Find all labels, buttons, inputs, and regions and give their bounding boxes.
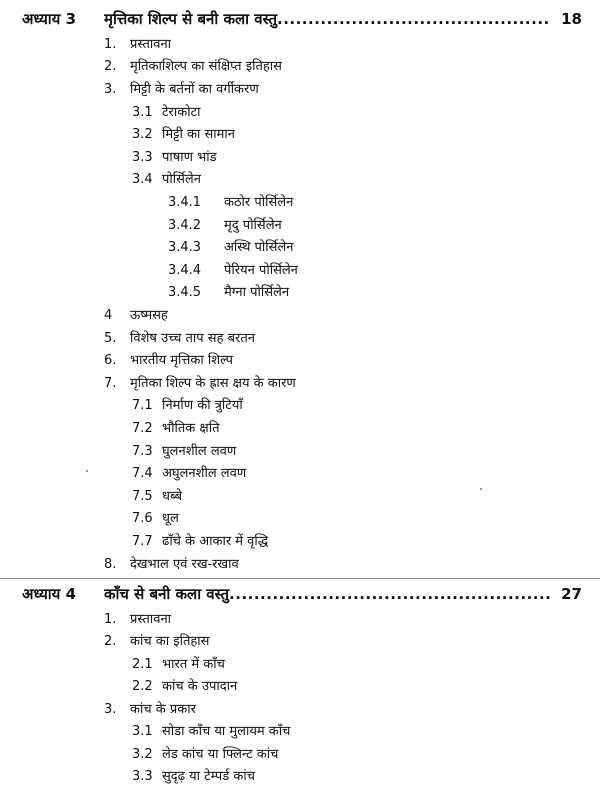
chapter-number: अध्याय 4 <box>22 585 77 603</box>
entry-title: भौतिक क्षति <box>162 421 220 436</box>
entry-title: सोडा काँच या मुलायम काँच <box>162 724 291 739</box>
entry-number: 2. <box>104 634 117 649</box>
entry-title: कांच के उपादान <box>162 679 238 694</box>
entry-title: मिट्टी के बर्तनों का वर्गीकरण <box>130 82 259 97</box>
entry-number: 7.5 <box>132 489 153 504</box>
entry-title: अघुलनशील लवण <box>162 466 247 481</box>
entry-number: 7.6 <box>132 511 153 526</box>
entry-number: 3.4.5 <box>168 285 202 300</box>
entry-number: 7. <box>104 376 117 391</box>
entry-number: 3. <box>104 82 117 97</box>
entry-title: घुलनशील लवण <box>162 444 237 459</box>
entry-number: 3.4.3 <box>168 240 202 255</box>
entry-title: धब्बे <box>162 489 182 504</box>
entry-title: ऊष्मसह <box>130 308 168 323</box>
entry-number: 3.4 <box>132 172 153 187</box>
entry-number: 3.3 <box>132 769 153 784</box>
entry-title: पोर्सिलेन <box>162 172 201 187</box>
entry-title: देखभाल एवं रख-रखाव <box>130 557 239 572</box>
entry-number: 4 <box>104 308 113 323</box>
entry-number: 5. <box>104 331 117 346</box>
chapter-page-number: 27 <box>561 585 582 603</box>
entry-title: मृतिकाशिल्प का संक्षिप्त इतिहास <box>130 59 282 74</box>
entry-title: सुदृढ़ या टेम्पर्ड कांच <box>162 769 255 784</box>
entry-number: 3.1 <box>132 105 153 120</box>
entry-title: मैग्ना पोर्सिलेन <box>224 285 290 300</box>
entry-title: धूल <box>162 511 179 526</box>
entry-number: 7.3 <box>132 444 153 459</box>
entry-title: कांच का इतिहास <box>130 634 210 649</box>
entry-number: 7.7 <box>132 534 153 549</box>
entry-number: 3. <box>104 702 117 717</box>
chapter-4-heading <box>22 582 582 606</box>
entry-number: 2.1 <box>132 657 153 672</box>
entry-title: प्रस्तावना <box>130 37 172 52</box>
entry-number: 3.3 <box>132 150 153 165</box>
entry-title: प्रस्तावना <box>130 612 172 627</box>
scan-speck <box>86 470 88 472</box>
entry-title: टेराकोटा <box>162 105 201 120</box>
entry-title: निर्माण की त्रुटियाँ <box>162 398 243 413</box>
entry-title: अस्थि पोर्सिलेन <box>224 240 294 255</box>
entry-title: कांच के प्रकार <box>130 702 196 717</box>
entry-title: मिट्टी का सामान <box>162 127 235 142</box>
entry-title: मृदु पोर्सिलेन <box>224 218 282 233</box>
entry-number: 8. <box>104 557 117 572</box>
entry-number: 1. <box>104 37 117 52</box>
entry-number: 7.4 <box>132 466 153 481</box>
entry-title: कठोर पोर्सिलेन <box>224 195 294 210</box>
chapter-page-number: 18 <box>561 10 582 28</box>
scan-speck <box>480 488 482 490</box>
entry-title: लेड कांच या फ्लिन्ट कांच <box>162 747 279 762</box>
chapter-title: मृत्तिका शिल्प से बनी कला वस्तु ..... <box>104 7 550 31</box>
entry-number: 3.1 <box>132 724 153 739</box>
entry-number: 2.2 <box>132 679 153 694</box>
entry-number: 7.1 <box>132 398 153 413</box>
entry-number: 1. <box>104 612 117 627</box>
entry-title: मृतिका शिल्प के ह्रास क्षय के कारण <box>130 376 296 391</box>
section-divider <box>0 578 600 579</box>
entry-title: भारतीय मृत्तिका शिल्प <box>130 353 234 368</box>
chapter-3-heading <box>22 7 582 31</box>
entry-number: 3.4.2 <box>168 218 202 233</box>
entry-title: पाषाण भांड <box>162 150 217 165</box>
chapter-title: काँच से बनी कला वस्तु ..... <box>104 582 550 606</box>
entry-number: 6. <box>104 353 117 368</box>
chapter-number: अध्याय 3 <box>22 10 77 28</box>
entry-number: 2. <box>104 59 117 74</box>
entry-number: 3.2 <box>132 747 153 762</box>
entry-title: पेरियन पोर्सिलेन <box>224 263 298 278</box>
entry-number: 3.4.4 <box>168 263 202 278</box>
entry-number: 3.4.1 <box>168 195 202 210</box>
entry-title: ढाँचे के आकार में वृद्धि <box>162 534 269 549</box>
entry-number: 3.2 <box>132 127 153 142</box>
entry-number: 7.2 <box>132 421 153 436</box>
entry-title: भारत में काँच <box>162 657 225 672</box>
entry-title: विशेष उच्च ताप सह बरतन <box>130 331 255 346</box>
